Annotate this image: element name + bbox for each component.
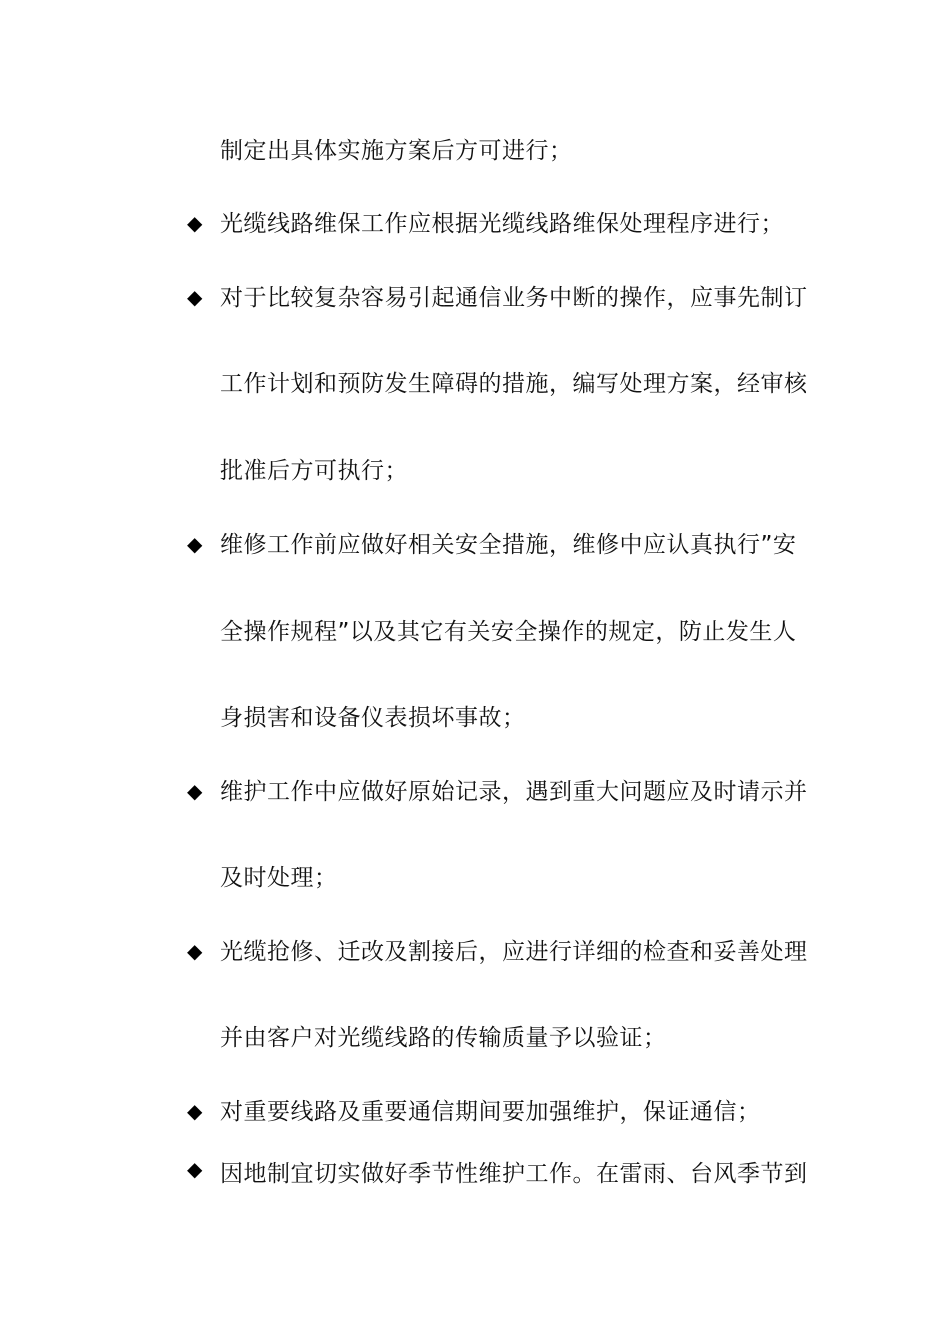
text-line: 批准后方可执行； <box>220 458 408 484</box>
text-line: 制定出具体实施方案后方可进行； <box>220 138 573 164</box>
text-line: 光缆抢修、迁改及割接后，应进行详细的检查和妥善处理 <box>220 939 808 965</box>
text-line: 维修工作前应做好相关安全措施，维修中应认真执行”安 <box>220 532 797 558</box>
diamond-bullet-icon: ◆ <box>187 285 203 309</box>
text-line: 全操作规程”以及其它有关安全操作的规定，防止发生人 <box>220 619 797 645</box>
diamond-bullet-icon: ◆ <box>187 1099 203 1123</box>
text-line: 对于比较复杂容易引起通信业务中断的操作，应事先制订 <box>220 285 808 311</box>
text-line: 身损害和设备仪表损坏事故； <box>220 705 526 731</box>
diamond-bullet-icon: ◆ <box>187 211 203 235</box>
diamond-bullet-icon: ◆ <box>187 532 203 556</box>
text-line: 工作计划和预防发生障碍的措施，编写处理方案，经审核 <box>220 371 808 397</box>
text-line: 并由客户对光缆线路的传输质量予以验证； <box>220 1025 667 1051</box>
diamond-bullet-icon: ◆ <box>187 1157 203 1181</box>
text-line: 因地制宜切实做好季节性维护工作。在雷雨、台风季节到 <box>220 1161 808 1187</box>
diamond-bullet-icon: ◆ <box>187 939 203 963</box>
text-line: 光缆线路维保工作应根据光缆线路维保处理程序进行； <box>220 211 784 237</box>
diamond-bullet-icon: ◆ <box>187 779 203 803</box>
text-line: 对重要线路及重要通信期间要加强维护，保证通信； <box>220 1099 761 1125</box>
text-line: 及时处理； <box>220 865 338 891</box>
text-line: 维护工作中应做好原始记录，遇到重大问题应及时请示并 <box>220 779 808 805</box>
